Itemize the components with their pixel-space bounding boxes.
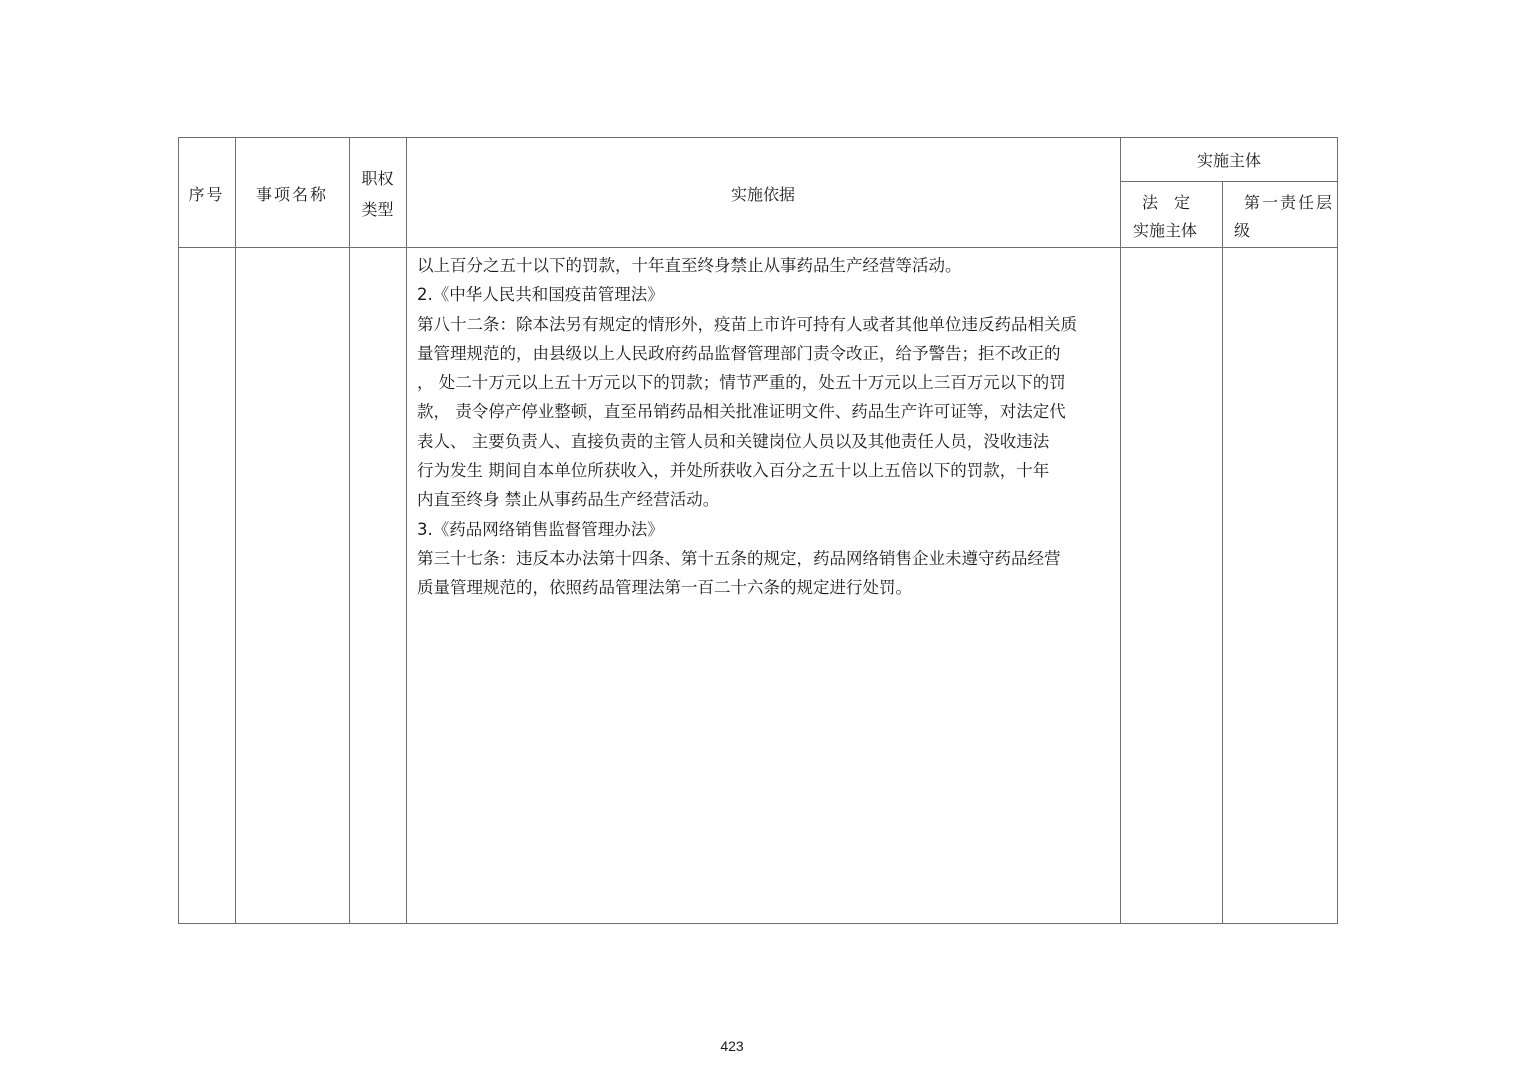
basis-line: 内直至终身 禁止从事药品生产经营活动。 xyxy=(417,490,720,510)
header-item-name: 事项名称 xyxy=(255,185,328,204)
header-first-level-line2: 级 xyxy=(1234,221,1251,240)
basis-line: 质量管理规范的，依照药品管理法第一百二十六条的规定进行处罚。 xyxy=(417,578,912,598)
column-divider xyxy=(349,137,350,924)
header-power-type-line1: 职权 xyxy=(361,169,394,188)
header-legal-subject-line1: 法 定 xyxy=(1142,193,1191,212)
column-divider xyxy=(235,137,236,924)
basis-line: 行为发生 期间自本单位所获收入，并处所获收入百分之五十以上五倍以下的罚款，十年 xyxy=(417,461,1050,481)
column-divider xyxy=(1222,181,1223,924)
header-power-type-line2: 类型 xyxy=(361,200,394,219)
basis-line: 2.《中华人民共和国疫苗管理法》 xyxy=(417,285,664,305)
basis-line: 款， 责令停产停业整顿，直至吊销药品相关批准证明文件、药品生产许可证等，对法定代 xyxy=(417,402,1066,422)
header-seq: 序号 xyxy=(188,185,225,204)
basis-line: 量管理规范的，由县级以上人民政府药品监督管理部门责令改正，给予警告；拒不改正的 xyxy=(417,343,1061,363)
basis-line: 以上百分之五十以下的罚款，十年直至终身禁止从事药品生产经营等活动。 xyxy=(417,256,962,275)
header-legal-subject-line2: 实施主体 xyxy=(1133,221,1198,240)
basis-line: 第八十二条：除本法另有规定的情形外，疫苗上市许可持有人或者其他单位违反药品相关质 xyxy=(417,314,1077,334)
basis-line: 3.《药品网络销售监督管理办法》 xyxy=(417,519,664,539)
basis-line: ， 处二十万元以上五十万元以下的罚款；情节严重的，处五十万元以上三百万元以下的罚 xyxy=(417,373,1066,393)
column-divider xyxy=(1120,137,1121,924)
page-number: 423 xyxy=(720,1038,744,1054)
header-basis: 实施依据 xyxy=(730,185,795,204)
header-bottom-border xyxy=(178,247,1338,248)
subject-header-divider xyxy=(1120,181,1338,182)
header-first-level-line1: 第一责任层 xyxy=(1244,193,1335,212)
column-divider xyxy=(406,137,407,924)
basis-line: 表人、 主要负责人、直接负责的主管人员和关键岗位人员以及其他责任人员，没收违法 xyxy=(417,431,1050,451)
header-subject: 实施主体 xyxy=(1196,151,1261,170)
basis-content xyxy=(417,251,1117,603)
basis-line: 第三十七条：违反本办法第十四条、第十五条的规定，药品网络销售企业未遵守药品经营 xyxy=(417,548,1061,568)
